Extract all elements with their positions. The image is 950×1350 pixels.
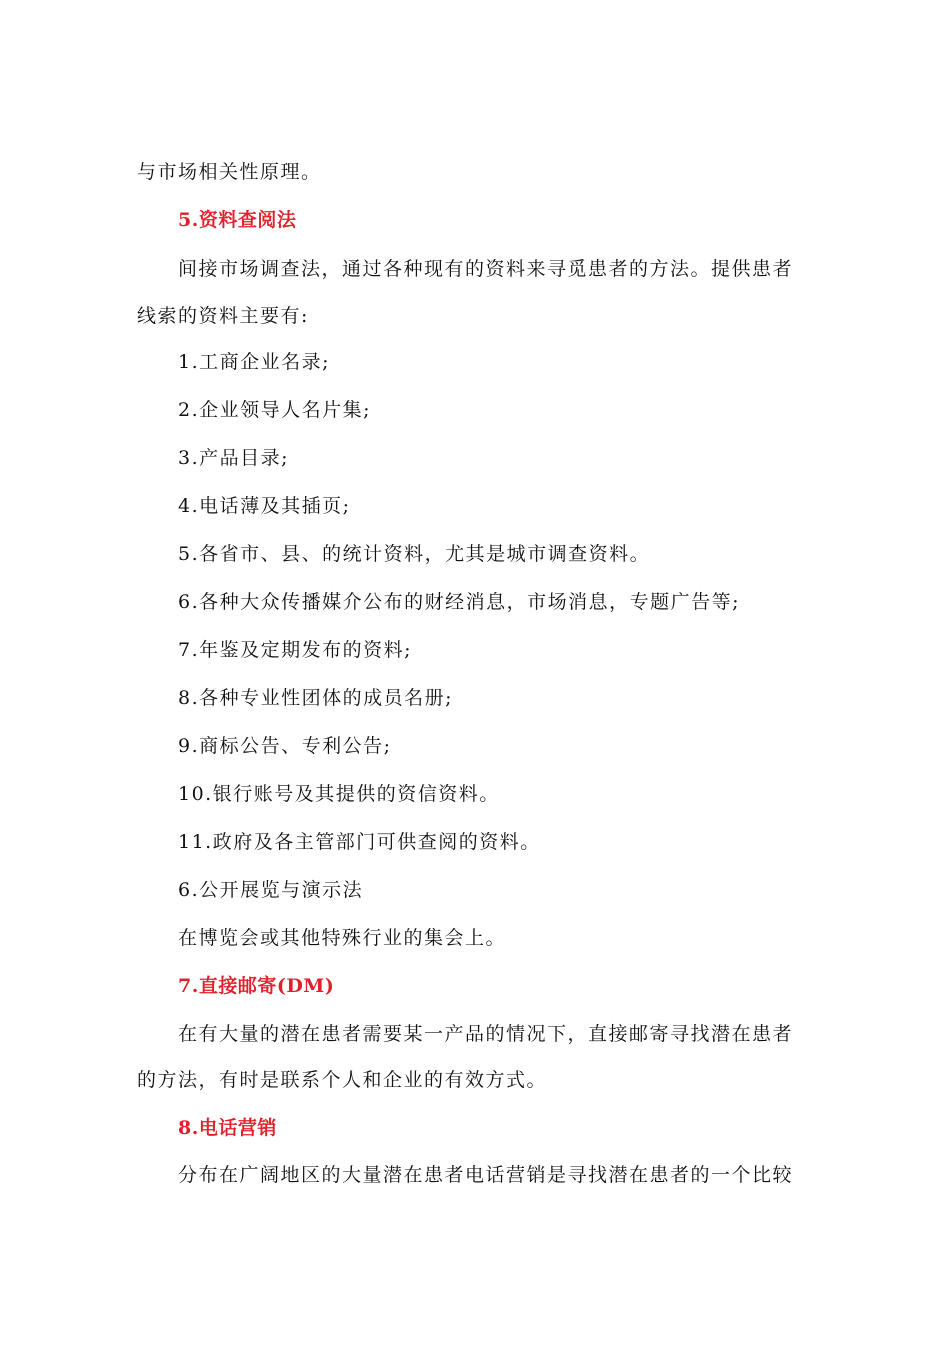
- paragraph-line: 线索的资料主要有:: [137, 305, 309, 327]
- list-item: 11.政府及各主管部门可供查阅的资料。: [178, 831, 541, 853]
- list-item: 8.各种专业性团体的成员名册;: [178, 687, 454, 709]
- list-item: 2.企业领导人名片集;: [178, 399, 372, 421]
- paragraph-line: 与市场相关性原理。: [137, 161, 322, 183]
- list-item: 4.电话薄及其插页;: [178, 495, 351, 517]
- list-item: 3.产品目录;: [178, 447, 290, 469]
- paragraph-line: 分布在广阔地区的大量潜在患者电话营销是寻找潜在患者的一个比较: [178, 1164, 794, 1186]
- paragraph-line: 的方法，有时是联系个人和企业的有效方式。: [137, 1069, 548, 1091]
- list-item: 1.工商企业名录;: [178, 351, 331, 373]
- list-item: 5.各省市、县、的统计资料，尤其是城市调查资料。: [178, 543, 651, 565]
- paragraph-line: 6.公开展览与演示法: [178, 879, 364, 901]
- section-heading: 7.直接邮寄(DM): [178, 975, 335, 997]
- paragraph-line: 在有大量的潜在患者需要某一产品的情况下，直接邮寄寻找潜在患者: [178, 1023, 794, 1045]
- list-item: 6.各种大众传播媒介公布的财经消息，市场消息，专题广告等;: [178, 591, 741, 613]
- section-heading: 8.电话营销: [178, 1117, 277, 1139]
- list-item: 7.年鉴及定期发布的资料;: [178, 639, 413, 661]
- paragraph-line: 间接市场调查法，通过各种现有的资料来寻觅患者的方法。提供患者: [178, 258, 794, 280]
- paragraph-line: 在博览会或其他特殊行业的集会上。: [178, 927, 507, 949]
- list-item: 10.银行账号及其提供的资信资料。: [178, 783, 500, 805]
- section-heading: 5.资料查阅法: [178, 209, 297, 231]
- list-item: 9.商标公告、专利公告;: [178, 735, 392, 757]
